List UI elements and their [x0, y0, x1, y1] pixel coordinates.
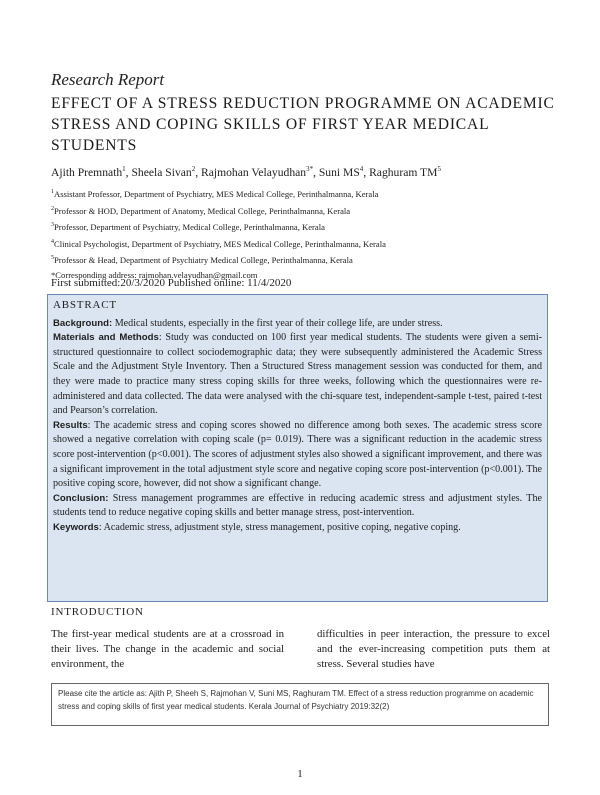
abstract-heading: ABSTRACT	[53, 299, 117, 311]
author-name: Raghuram TM	[369, 165, 438, 179]
author-name: Ajith Premnath	[51, 165, 123, 179]
author-name: Suni MS	[318, 165, 360, 179]
article-title: EFFECT OF A STRESS REDUCTION PROGRAMME ON ACADEMIC STRESS AND COPING SKILLS OF FIRST YEAR MEDICAL STUDENTS	[51, 95, 555, 154]
abstract-box	[47, 294, 548, 602]
affiliation-item: $^5$Professor & Head, Department of Psychiatry Medical College, Perinthalmanna, Kerala	[51, 255, 353, 266]
affiliation-item: $^4$Clinical Psychologist, Department of Psychiatry, MES Medical College, Perinthalmanna, Kerala	[51, 238, 386, 249]
abstract-conclusion: Conclusion: Stress management programmes are effective in reducing academic stress and adjustment styles. The students tend to reduce negative coping skills and better manage stress, post-intervention.	[53, 492, 542, 519]
introduction-heading: INTRODUCTION	[51, 606, 144, 618]
submission-dates: First submitted:20/3/2020 Published online: 11/4/2020	[51, 277, 292, 289]
page-number: 1	[297, 768, 303, 780]
citation-box: Please cite the article as: Ajith P, Sheeh S, Rajmohan V, Suni MS, Raghuram TM. Effect of a stress reduction programme on academic stress and coping skills of first year medical students. Kerala Journal of Psychiatry 2019:32(2)	[51, 683, 549, 726]
article-type-label: Research Report	[51, 70, 165, 89]
abstract-results: Results: The academic stress and coping scores showed no difference among both sexes. The academic stress score showed a negative correlation with coping scale (p= 0.019). There was a significant reduction in the academic stress score post-intervention (p<0.001). The scores of adjustment styles also showed a significant improvement, and there was a significant improvement in the total adjustment style score and negative coping score post-intervention (p<0.001). The positive coping score, however, did not show a significant change.	[53, 419, 542, 490]
introduction-right-column: difficulties in peer interaction, the pressure to excel and the ever-increasing competition puts them at stress. Several studies have	[317, 628, 550, 670]
affiliation-item: $^3$Professor, Department of Psychiatry, Medical College, Perinthalmanna, Kerala	[51, 221, 325, 232]
author-list: Ajith Premnath$^1$, Sheela Sivan$^2$, Rajmohan Velayudhan$^{3*}$, Suni $MS^4$, Raghuram $TM^5$	[51, 165, 441, 179]
affiliation-item: $^2$Professor & HOD, Department of Anatomy, Medical College, Perinthalmanna, Kerala	[51, 205, 351, 216]
abstract-background: Background: Medical students, especially in the first year of their college life, are under stress.	[53, 317, 443, 329]
author-name: Rajmohan Velayudhan	[200, 165, 307, 179]
affiliation-item: $^1$Assistant Professor, Department of Psychiatry, MES Medical College, Perinthalmanna, Kerala	[51, 188, 379, 199]
abstract-methods: Materials and Methods: Study was conducted on 100 first year medical students. The students were given a semi-structured questionnaire to collect sociodemographic data; they were subsequently administered the Academic Stress Scale and the Adjustment Style Inventory. Then a Structured Stress management session was conducted for them, and they were made to practice many stress coping skills for three weeks, following which the questionnaires were re-administered and data collected. The data were analysed with the chi-square test, independent-sample t-test, paired t-test and Pearson’s correlation.	[53, 332, 542, 417]
affiliation-list	[51, 185, 386, 283]
corresponding-address: *Corresponding address: rajmohan.velayudhan@gmail.com	[51, 269, 258, 280]
abstract-keywords: Keywords: Academic stress, adjustment style, stress management, positive coping, negative coping.	[53, 521, 461, 533]
introduction-left-column: The first-year medical students are at a crossroad in their lives. The change in the academic and social environment, the	[51, 628, 284, 670]
author-name: Sheela Sivan	[131, 165, 192, 179]
